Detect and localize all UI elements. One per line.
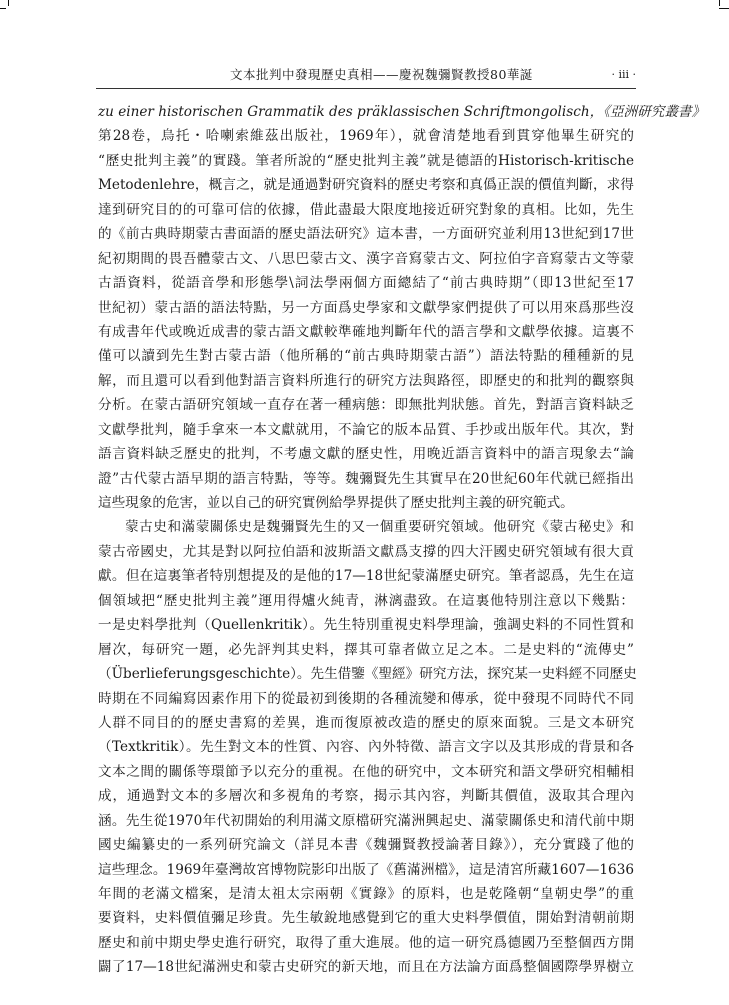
text-line: 這些現象的危害，並以自己的研究實例給學界提供了歷史批判主義的研究範式。 <box>98 495 574 511</box>
text-line: 人群不同目的的歷史書寫的差異，進而復原被改造的歷史的原來面貌。三是文本研究 <box>98 714 634 731</box>
text-line: （Textkritik）。先生對文本的性質、內容、內外特徵、語言文字以及其形成的背景和各 <box>98 739 634 756</box>
text-line: 蒙古帝國史，尤其是對以阿拉伯語和波斯語文獻爲支撐的四大汗國史研究領域有很大貢 <box>98 543 634 560</box>
text-line: 語言資料缺乏歷史的批判，不考慮文獻的歷史性，用晚近語言資料中的語言現象去“論 <box>98 446 634 463</box>
text-line: 時期在不同編寫因素作用下的從最初到後期的各種流變和傳承，從中發現不同時代不同 <box>98 690 634 707</box>
crop-mark-top-left-horizontal <box>0 8 6 9</box>
text-line: 世紀初）蒙古語的語法特點，另一方面爲史學家和文獻學家們提供了可以用來爲那些沒 <box>98 299 634 316</box>
text-line: 的《前古典時期蒙古書面語的歷史語法研究》這本書，一方面研究並利用13世紀到17世 <box>98 226 634 243</box>
text-line: 年間的老滿文檔案，是清太祖太宗兩朝《實錄》的原料，也是乾隆朝“皇朝史學”的重 <box>98 886 634 902</box>
text-line: 闢了17—18世紀滿洲史和蒙古史研究的新天地，而且在方法論方面爲整個國際學界樹立 <box>98 959 634 976</box>
text-line: 僅可以讀到先生對古蒙古語（他所稱的“前古典時期蒙古語”）語法特點的種種新的見 <box>98 348 634 365</box>
text-line: 國史編纂史的一系列研究論文（詳見本書《魏彌賢教授論著目錄》），充分實踐了他的 <box>98 837 634 854</box>
text-line: Metodenlehre，概言之，就是通過對研究資料的歷史考察和真僞正誤的價值判斷，求得 <box>98 177 634 194</box>
crop-mark-top-right-horizontal <box>719 8 729 9</box>
body-text <box>98 100 706 980</box>
text-line: 解，而且還可以看到他對語言資料所進行的研究方法與路徑，即歷史的和批判的觀察與 <box>98 372 634 389</box>
text-line: 獻。但在這裏筆者特別想提及的是他的17—18世紀蒙滿歷史研究。筆者認爲，先生在這 <box>98 568 634 585</box>
text-line: 層次，每研究一題，必先評判其史料，擇其可靠者做立足之本。二是史料的“流傳史” <box>98 641 634 658</box>
text-line: 要資料，史料價值彌足珍貴。先生敏銳地感覺到它的重大史料學價值，開始對清朝前期 <box>98 910 634 927</box>
page-number: · iii · <box>611 68 636 81</box>
text-line: 紀初期間的畏吾體蒙古文、八思巴蒙古文、漢字音寫蒙古文、阿拉伯字音寫蒙古文等蒙 <box>98 250 634 267</box>
text-line: 分析。在蒙古語研究領域一直存在著一種病態：即無批判狀態。首先，對語言資料缺乏 <box>98 397 634 414</box>
header-rule <box>96 88 636 89</box>
running-header-title: 文本批判中發現歷史真相——慶祝魏彌賢教授80華誕 <box>230 67 533 82</box>
text-line: 個領域把“歷史批判主義”運用得爐火純青，淋漓盡致。在這裏他特別注意以下幾點： <box>98 592 634 609</box>
text-line: 涵。先生從1970年代初開始的利用滿文原檔研究滿洲興起史、滿蒙關係史和清代前中期 <box>98 812 634 829</box>
text-line: 文獻學批判，隨手拿來一本文獻就用，不論它的版本品質、手抄或出版年代。其次，對 <box>98 421 634 438</box>
crop-mark-top-right-vertical <box>719 0 720 6</box>
text-line: 這些理念。1969年臺灣故宮博物院影印出版了《舊滿洲檔》，這是清宮所藏1607—1636 <box>98 861 634 878</box>
text-line: 文本之間的關係等環節予以充分的重視。在他的研究中，文本研究和語文學研究相輔相 <box>98 763 634 780</box>
text-line: 蒙古史和滿蒙關係史是魏彌賢先生的又一個重要研究領域。他研究《蒙古秘史》和 <box>125 519 634 536</box>
text-line: 第28卷，烏托・哈喇索維茲出版社，1969年），就會清楚地看到貫穿他畢生研究的 <box>98 128 634 145</box>
text-line: （Überlieferungsgeschichte）。先生借鑒《聖經》研究方法，探究某一史料經不同歷史 <box>98 666 637 683</box>
text-line: 歷史和前中期史學史進行研究，取得了重大進展。他的這一研究爲德國乃至整個西方開 <box>98 934 634 951</box>
running-header <box>96 64 636 86</box>
text-line: 證”古代蒙古語早期的語言特點，等等。魏彌賢先生其實早在20世紀60年代就已經指出 <box>98 470 634 487</box>
text-line: 有成書年代或晚近成書的蒙古語文獻較準確地判斷年代的語言學和文獻學依據。這裏不 <box>98 323 634 340</box>
text-line: zu einer historischen Grammatik des präklassischen Schriftmongolisch，《亞洲研究叢書》 <box>98 104 706 120</box>
text-line: “歷史批判主義”的實踐。筆者所說的“歷史批判主義”就是德語的Historisch-kritische <box>98 152 634 169</box>
text-line: 達到研究目的的可靠可信的依據，借此盡最大限度地接近研究對象的真相。比如，先生 <box>98 201 634 218</box>
text-line: 一是史料學批判（Quellenkritik）。先生特別重視史料學理論，強調史料的不同性質和 <box>98 617 634 634</box>
text-line: 成，通過對文本的多層次和多視角的考察，揭示其內容，判斷其價值，汲取其合理內 <box>98 788 634 805</box>
text-line: 古語資料，從語音學和形態學\詞法學兩個方面總結了“前古典時期”（即13世紀至17 <box>98 275 634 292</box>
crop-mark-top-left-vertical <box>8 0 9 6</box>
